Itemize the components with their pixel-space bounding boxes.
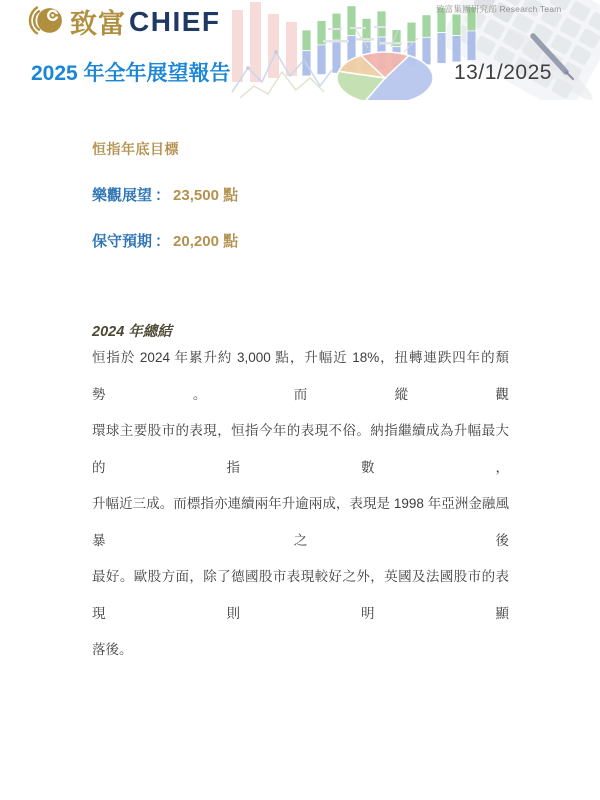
paragraph-line: 落後。 bbox=[92, 642, 133, 657]
brand-name-en: CHIEF bbox=[129, 5, 221, 37]
target-value: 23,500 點 bbox=[173, 187, 239, 204]
report-title: 2025 年全年展望報告 bbox=[31, 62, 231, 85]
paragraph-line: 升幅近三成。而標指亦連續兩年升逾兩成，表現是 1998 年亞洲金融風暴之後 bbox=[92, 496, 509, 548]
research-team-label: 致富集團研究部 Research Team bbox=[436, 4, 562, 14]
paragraph-line: 環球主要股市的表現，恒指今年的表現不俗。納指繼續成為升幅最大的指數， bbox=[92, 423, 509, 475]
report-date: 13/1/2025 bbox=[454, 61, 552, 84]
target-separator: ： bbox=[155, 187, 171, 204]
paragraph-line: 恒指於 2024 年累升約 3,000 點，升幅近 18%，扭轉連跌四年的頹勢。而縱觀 bbox=[92, 350, 509, 402]
brand-logo bbox=[28, 2, 221, 41]
finance-collage-image bbox=[228, 0, 600, 100]
target-label: 保守預期 bbox=[92, 233, 153, 250]
target-value: 20,200 點 bbox=[173, 233, 239, 250]
summary-heading: 2024 年總結 bbox=[92, 324, 172, 340]
brand-name-zh: 致富 bbox=[70, 9, 126, 39]
target-separator: ： bbox=[155, 233, 171, 250]
hsi-target-heading: 恒指年底目標 bbox=[92, 141, 179, 157]
chief-logo-icon bbox=[28, 3, 65, 40]
summary-paragraph bbox=[92, 340, 509, 669]
conservative-target-row bbox=[92, 230, 238, 251]
target-label: 樂觀展望 bbox=[92, 187, 153, 204]
paragraph-line: 最好。歐股方面，除了德國股市表現較好之外，英國及法國股市的表現則明顯 bbox=[92, 569, 509, 621]
optimistic-target-row bbox=[92, 184, 238, 205]
